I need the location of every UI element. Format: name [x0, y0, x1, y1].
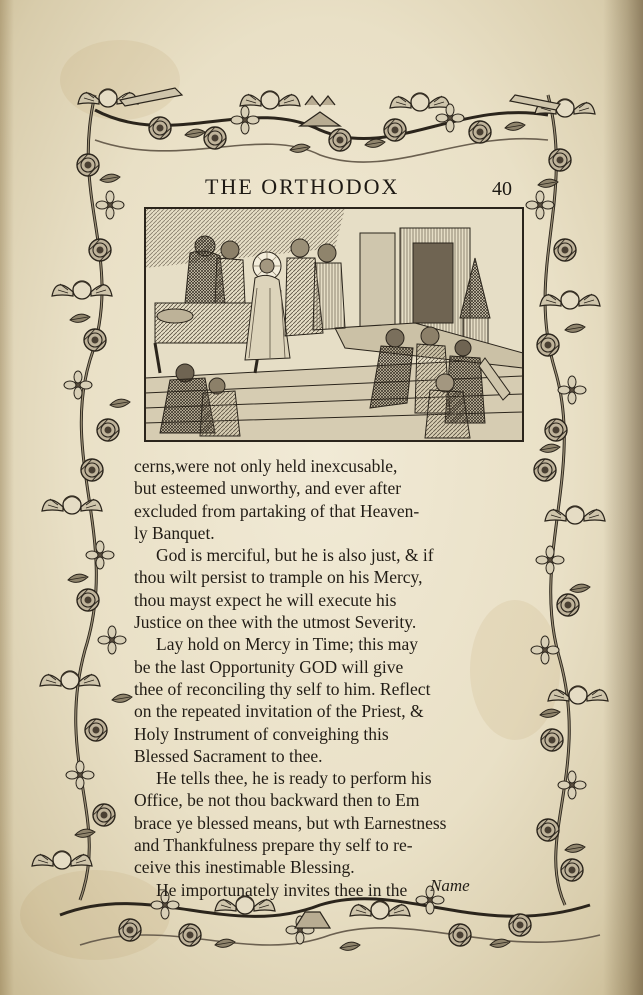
page-number: 40	[492, 178, 512, 200]
binding-shadow	[603, 0, 643, 995]
text-line: thou mayst expect he will execute his	[134, 589, 397, 610]
text-line: Holy Instrument of conveighing this	[134, 723, 389, 744]
text-line: Lay hold on Mercy in Time; this may	[156, 634, 419, 655]
text-line: Justice on thee with the utmost Severity.	[134, 612, 417, 633]
text-line: God is merciful, but he is also just, & if	[156, 545, 434, 566]
engraving-scene	[145, 208, 523, 441]
text-line: on the repeated invitation of the Priest, &	[134, 701, 424, 722]
text-line: Blessed Sacrament to thee.	[134, 745, 323, 766]
text-line: He tells thee, he is ready to perform his	[156, 768, 432, 789]
text-line: Office, be not thou backward then to Em	[134, 790, 420, 811]
body-text	[134, 455, 510, 901]
text-line: cerns,were not only held inexcusable,	[134, 456, 398, 476]
text-line: ly Banquet.	[134, 522, 215, 543]
text-line: brace ye blessed means, but wth Earnestness	[134, 812, 447, 833]
text-line: He importunately invites thee in the	[156, 879, 408, 900]
running-title: THE ORTHODOX	[205, 174, 400, 199]
engraving-illustration	[144, 207, 524, 442]
text-line: thou wilt persist to trample on his Mercy,	[134, 567, 423, 588]
catchword: Name	[430, 876, 470, 895]
text-line: ceive this inestimable Blessing.	[134, 857, 355, 878]
text-line: but esteemed unworthy, and ever after	[134, 478, 402, 499]
text-line: excluded from partaking of that Heaven-	[134, 500, 420, 521]
page-header	[150, 170, 530, 206]
page-edge-shadow	[0, 0, 14, 995]
text-line: thee of reconciling thy self to him. Reflect	[134, 678, 431, 699]
text-line: and Thankfulness prepare thy self to re-	[134, 835, 413, 856]
text-line: be the last Opportunity GOD will give	[134, 656, 404, 677]
